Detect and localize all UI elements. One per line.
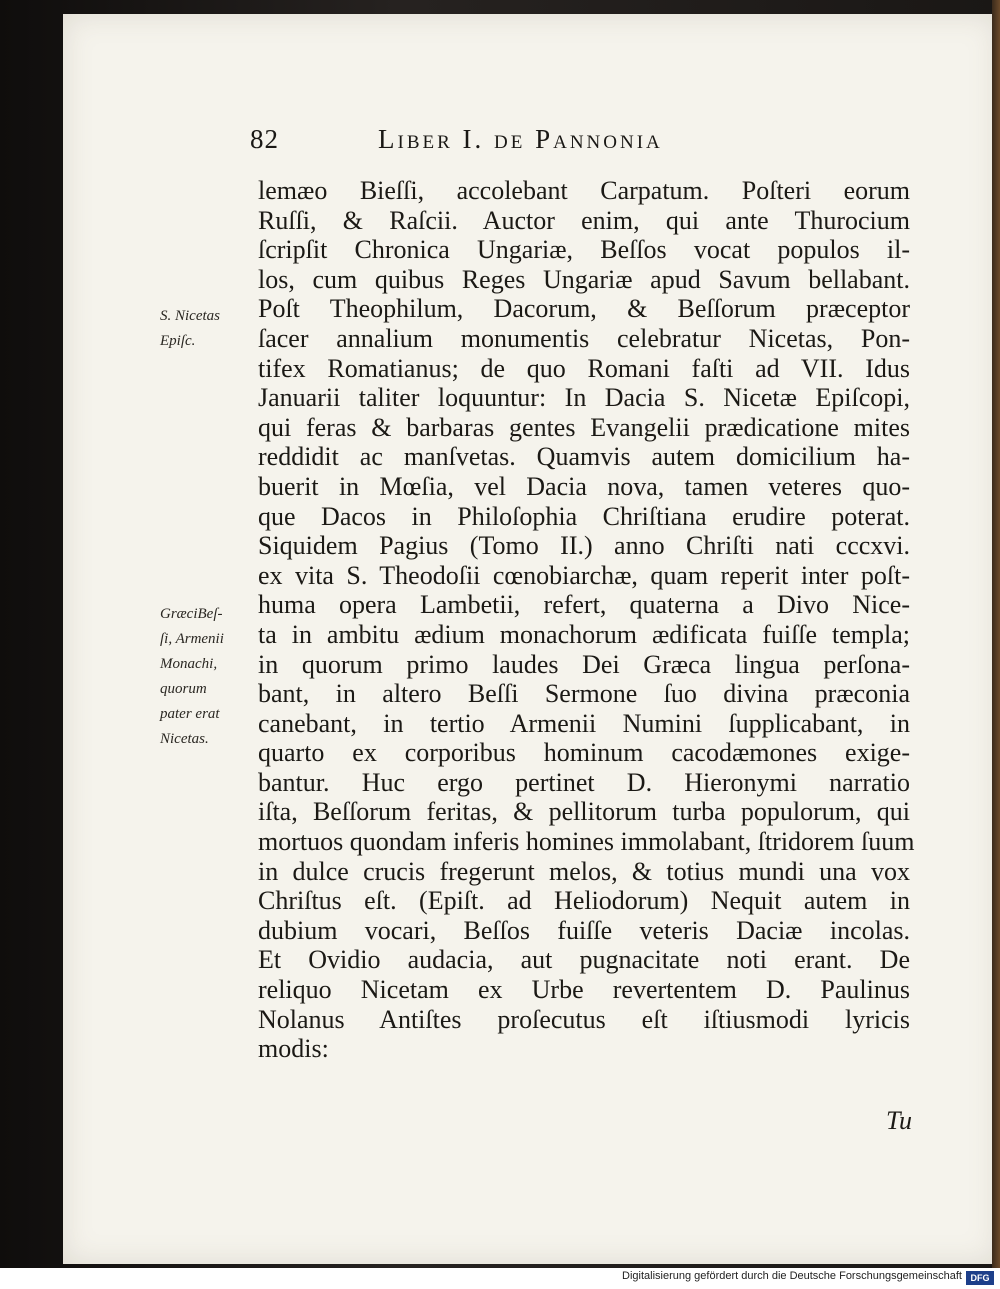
text-line: tifex Romatianus; de quo Romani faſti ad VII. Idus [258,353,910,383]
text-line: modis: [258,1034,329,1064]
text-line: que Dacos in Philoſophia Chriſtiana erudire poterat. [258,501,910,531]
marginal-note-nicetas [160,304,220,354]
text-line: bant, in altero Beſſi Sermone ſuo divina præconia [258,679,910,709]
marginal-line: GræciBeſ- [160,606,223,622]
text-line: reddidit ac manſvetas. Quamvis autem domicilium ha- [258,442,910,472]
text-line: los, cum quibus Reges Ungariæ apud Savum bellabant. [258,264,910,294]
dfg-logo-icon[interactable]: DFG [966,1271,994,1285]
text-line: Siquidem Pagius (Tomo II.) anno Chriſti nati cccxvi. [258,531,910,561]
marginal-line: pater erat [160,706,220,722]
text-line: lemæo Bieſſi, accolebant Carpatum. Poſteri eorum [258,176,910,205]
text-line: buerit in Mœſia, vel Dacia nova, tamen veteres quo- [258,471,910,501]
text-line: qui feras & barbaras gentes Evangelii prædicatione mites [258,412,910,442]
text-line: Et Ovidio audacia, aut pugnacitate noti erant. De [258,945,910,975]
text-line: iſta, Beſſorum feritas, & pellitorum turba populorum, qui [258,797,910,827]
text-line: reliquo Nicetam ex Urbe revertentem D. Paulinus [258,975,910,1005]
marginal-line: S. Nicetas [160,308,220,324]
text-line: dubium vocari, Beſſos fuiſſe veteris Daciæ incolas. [258,915,910,945]
marginal-line: ſi, Armenii [160,631,224,647]
text-line: huma opera Lambetii, refert, quaterna a Divo Nice- [258,590,910,620]
text-line: Januarii taliter loquuntur: In Dacia S. Nicetæ Epiſcopi, [258,383,910,413]
marginal-line: Epiſc. [160,333,196,349]
funding-credit[interactable]: Digitalisierung gefördert durch die Deutsche Forschungsgemeinschaft [622,1270,962,1282]
marginal-line: Monachi, [160,656,218,672]
text-line: Ruſſi, & Raſcii. Auctor enim, qui ante Thurocium [258,205,910,235]
text-line: ſacer annalium monumentis celebratur Nicetas, Pon- [258,323,910,353]
text-line: Poſt Theophilum, Dacorum, & Beſſorum præceptor [258,294,910,324]
catchword: Tu [886,1106,913,1135]
text-line: Nolanus Antiſtes proſecutus eſt iſtiusmodi lyricis [258,1004,910,1034]
text-line: ſcripſit Chronica Ungariæ, Beſſos vocat populos il- [258,235,910,265]
book-edge [992,0,1000,1268]
text-line: in quorum primo laudes Dei Græca lingua perſona- [258,649,910,679]
text-line: in dulce crucis fregerunt melos, & totius mundi una vox [258,856,910,886]
marginal-line: quorum [160,681,207,697]
marginal-line: Nicetas. [160,731,209,747]
text-line: Chriſtus eſt. (Epiſt. ad Heliodorum) Nequit autem in [258,886,910,916]
running-head: Liber I. de Pannonia [378,124,663,154]
page-number: 82 [250,124,279,154]
body-text [258,176,915,1064]
text-line: ta in ambitu ædium monachorum ædificata fuiſſe templa; [258,619,910,649]
digitization-footer [0,1268,1000,1289]
text-line: bantur. Huc ergo pertinet D. Hieronymi narratio [258,767,910,797]
page-header [250,124,740,164]
text-line: quarto ex corporibus hominum cacodæmones exige- [258,738,910,768]
text-line: ex vita S. Theodoſii cœnobiarchæ, quam reperit inter poſt- [258,560,910,590]
text-line: canebant, in tertio Armenii Numini ſupplicabant, in [258,708,910,738]
marginal-note-monks [160,602,224,752]
text-line: mortuos quondam inferis homines immolabant, ſtridorem ſuum [258,827,915,857]
